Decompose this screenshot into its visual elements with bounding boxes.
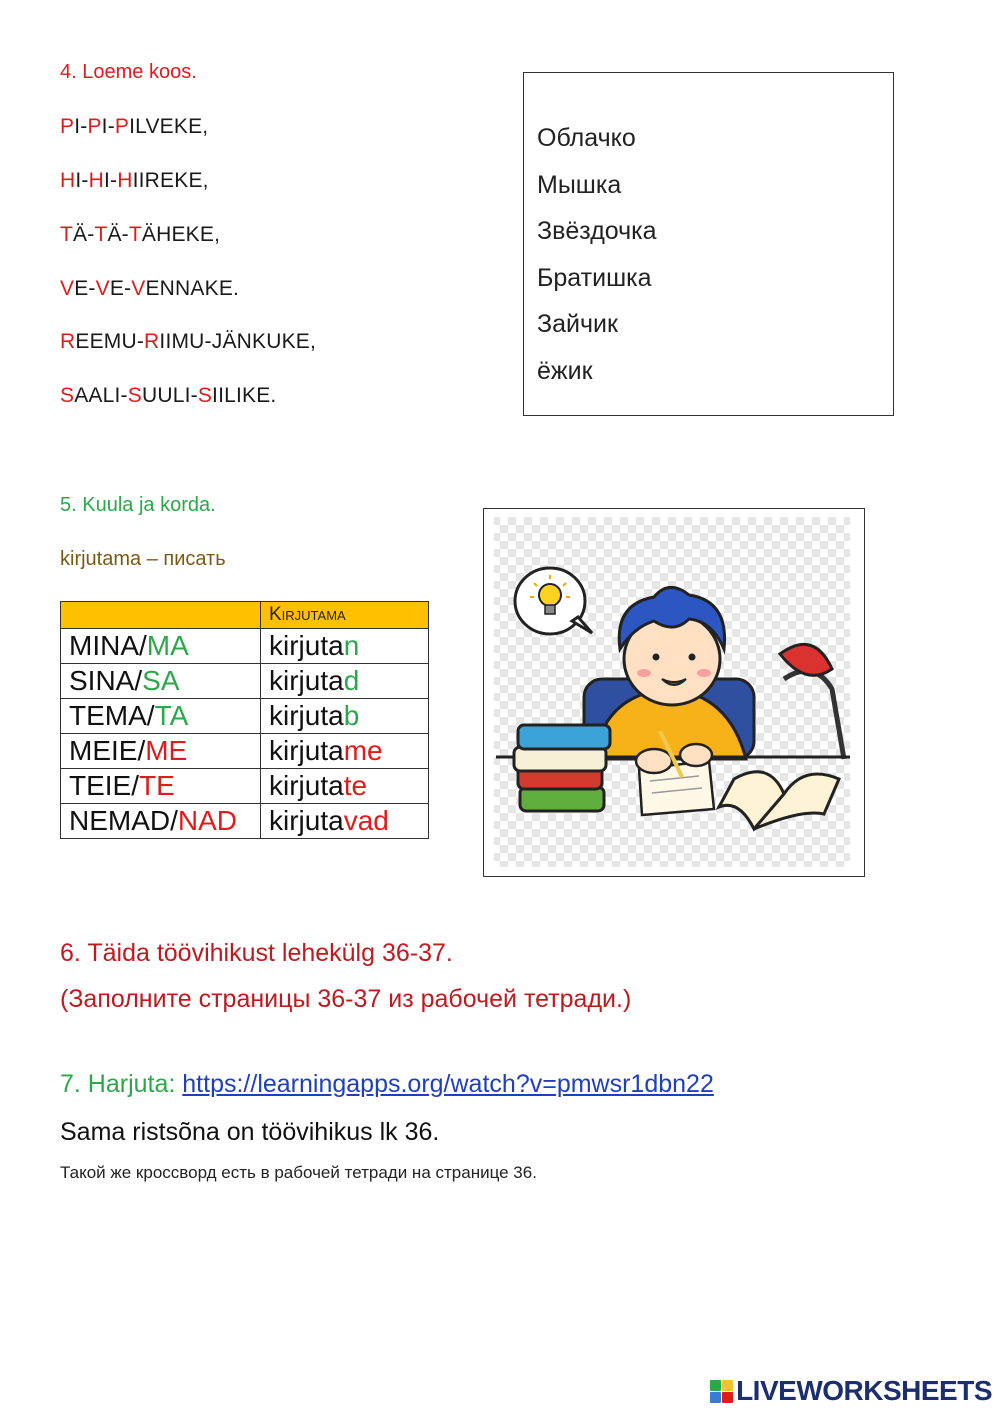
rhyme-segment: ILVEKE, xyxy=(129,115,209,138)
task6-line2: (Заполните страницы 36-37 из рабочей тетради.) xyxy=(60,985,632,1013)
pronoun-cell xyxy=(61,734,261,769)
rhyme-segment: IIREKE, xyxy=(132,169,209,192)
rhyme-initial-letter: S xyxy=(197,384,213,407)
rhyme-initial-letter: V xyxy=(131,277,146,300)
section5-heading: 5. Kuula ja korda. xyxy=(60,494,216,516)
verb-form-cell xyxy=(261,699,429,734)
rhyme-segment: ÄHEKE, xyxy=(141,223,221,246)
russian-word: Мышка xyxy=(537,170,622,199)
rhyme-initial-letter: H xyxy=(60,169,76,192)
rhyme-initial-letter: P xyxy=(114,115,130,138)
pronoun-short: MA xyxy=(146,630,189,661)
rhyme-line xyxy=(60,330,316,354)
pronoun-short: TA xyxy=(154,700,189,731)
verb-form-cell xyxy=(261,629,429,664)
book-stack-icon xyxy=(514,725,610,811)
pronoun-full: TEMA/ xyxy=(69,700,155,731)
verb-ending: vad xyxy=(343,805,389,836)
russian-word-list xyxy=(537,115,657,395)
verb-form-cell xyxy=(261,769,429,804)
task7-line xyxy=(60,1070,714,1099)
table-row xyxy=(61,699,429,734)
verb-form-cell xyxy=(261,734,429,769)
rhyme-initial-letter: T xyxy=(94,223,108,246)
verb-ending: d xyxy=(343,665,360,696)
table-row xyxy=(61,804,429,839)
pronoun-cell xyxy=(61,664,261,699)
verb-stem: kirjuta xyxy=(269,665,344,696)
task6-line1: 6. Täida töövihikust lehekülg 36-37. xyxy=(60,939,453,967)
pronoun-cell xyxy=(61,769,261,804)
verb-ending: n xyxy=(343,630,360,661)
verb-ending: b xyxy=(343,700,360,731)
pronoun-cell xyxy=(61,804,261,839)
pronoun-short: TE xyxy=(139,770,175,801)
pronoun-cell xyxy=(61,629,261,664)
rhyme-segment: EEMU- xyxy=(75,330,145,353)
table-header-verb: Kirjutama xyxy=(261,602,429,629)
rhyme-segment: AALI- xyxy=(74,384,128,407)
liveworksheets-logo xyxy=(710,1375,992,1407)
russian-word: Звёздочка xyxy=(537,217,657,246)
rhyme-line xyxy=(60,277,239,301)
table-row xyxy=(61,664,429,699)
rhyme-initial-letter: R xyxy=(144,330,160,353)
pronoun-short: ME xyxy=(145,735,188,766)
pronoun-full: MINA/ xyxy=(69,630,147,661)
verb-form-cell xyxy=(261,664,429,699)
rhyme-line xyxy=(60,169,209,193)
rhyme-initial-letter: R xyxy=(60,330,76,353)
rhyme-line xyxy=(60,384,276,408)
task7-label: 7. Harjuta: xyxy=(60,1070,183,1098)
rhyme-initial-letter: H xyxy=(88,169,104,192)
rhyme-segment: IILIKE. xyxy=(212,384,277,407)
verb-translation: kirjutama – писать xyxy=(60,548,226,570)
rhyme-initial-letter: V xyxy=(60,277,75,300)
task7-note-russian: Такой же кроссворд есть в рабочей тетради на странице 36. xyxy=(60,1163,537,1182)
rhyme-segment: I- xyxy=(103,169,118,192)
rhyme-segment: Ä- xyxy=(73,223,95,246)
rhyme-initial-letter: S xyxy=(127,384,142,407)
rhyme-segment: ENNAKE. xyxy=(145,277,240,300)
boy-writing-illustration xyxy=(484,509,864,876)
pronoun-full: SINA/ xyxy=(69,665,143,696)
verb-stem: kirjuta xyxy=(269,770,344,801)
rhyme-initial-letter: H xyxy=(117,169,133,192)
verb-form-cell xyxy=(261,804,429,839)
pronoun-full: NEMAD/ xyxy=(69,805,178,836)
verb-ending: te xyxy=(343,770,368,801)
rhyme-segment: E- xyxy=(109,277,132,300)
pronoun-full: TEIE/ xyxy=(69,770,140,801)
pronoun-short: SA xyxy=(142,665,180,696)
rhyme-segment: UULI- xyxy=(141,384,198,407)
pronoun-short: NAD xyxy=(177,805,238,836)
rhyme-initial-letter: V xyxy=(95,277,110,300)
task7-note: Sama ristsõna on töövihikus lk 36. xyxy=(60,1118,440,1146)
section4-heading: 4. Loeme koos. xyxy=(60,61,197,83)
table-row xyxy=(61,734,429,769)
verb-stem: kirjuta xyxy=(269,700,344,731)
rhyme-initial-letter: T xyxy=(128,223,142,246)
rhyme-segment: IIMU-JÄNKUKE, xyxy=(159,330,317,353)
logo-grid-icon xyxy=(710,1380,733,1403)
verb-stem: kirjuta xyxy=(269,630,344,661)
rhyme-initial-letter: T xyxy=(60,223,74,246)
russian-word: Облачко xyxy=(537,124,636,152)
pronoun-full: MEIE/ xyxy=(69,735,146,766)
rhyme-segment: I- xyxy=(101,115,115,138)
rhyme-line xyxy=(60,115,208,139)
rhyme-segment: Ä- xyxy=(107,223,129,246)
russian-word: Зайчик xyxy=(537,310,618,339)
russian-word: Братишка xyxy=(537,263,652,292)
table-header-empty xyxy=(61,602,261,629)
rhyme-segment: E- xyxy=(74,277,96,300)
rhyme-segment: I- xyxy=(75,169,89,192)
verb-stem: kirjuta xyxy=(269,805,344,836)
illustration-frame xyxy=(483,508,865,877)
learningapps-link[interactable]: https://learningapps.org/watch?v=pmwsr1dbn22 xyxy=(182,1070,714,1098)
rhyme-initial-letter: S xyxy=(60,384,75,407)
verb-ending: me xyxy=(343,735,383,766)
table-row xyxy=(61,769,429,804)
logo-text: LIVEWORKSHEETS xyxy=(736,1375,992,1406)
rhyme-initial-letter: P xyxy=(87,115,102,138)
pronoun-cell xyxy=(61,699,261,734)
table-header-row xyxy=(61,602,429,629)
verb-stem: kirjuta xyxy=(269,735,344,766)
conjugation-table xyxy=(60,601,429,839)
table-row xyxy=(61,629,429,664)
russian-word-box xyxy=(523,72,894,416)
rhyme-initial-letter: P xyxy=(60,115,75,138)
rhyme-line xyxy=(60,223,220,247)
russian-word: ёжик xyxy=(537,356,593,385)
rhyme-segment: I- xyxy=(74,115,88,138)
